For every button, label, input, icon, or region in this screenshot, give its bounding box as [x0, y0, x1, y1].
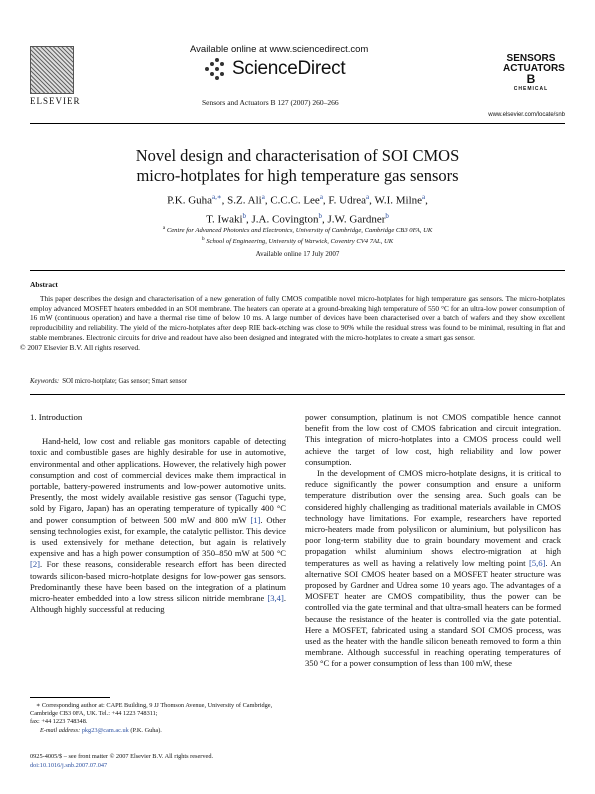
title-line-2: micro-hotplates for high temperature gas sensors [136, 166, 459, 185]
author-name: W.I. Milne [374, 194, 423, 207]
author-name: T. Iwaki [206, 213, 243, 226]
affiliations [30, 224, 565, 246]
paper-title [30, 146, 565, 186]
email-label: E-mail address: [40, 726, 81, 734]
footnote-rule [30, 697, 110, 698]
journal-logo-line2: ACTUATORS [503, 63, 565, 74]
keywords-text: SOI micro-hotplate; Gas sensor; Smart sensor [62, 378, 187, 385]
citation-link[interactable]: [2] [30, 559, 41, 570]
author-name: C.C.C. Lee [270, 194, 320, 207]
author-name: S.Z. Ali [227, 194, 262, 207]
email-link[interactable]: pkg23@cam.ac.uk [81, 726, 129, 734]
doi-link[interactable]: doi:10.1016/j.snb.2007.07.047 [30, 761, 108, 769]
section-heading: 1. Introduction [30, 412, 83, 422]
author-affil-mark[interactable]: b [242, 211, 247, 220]
journal-logo-line1: SENSORS [506, 53, 556, 64]
author-affil-mark[interactable]: a [319, 193, 323, 201]
footnote-line-2: fax: +44 1223 748348. [30, 718, 88, 726]
abstract-text: This paper describes the design and characterisation of a new generation of fully CMOS compatible novel micro-hotplates for high temperature gas sensors. The micro-hotplates employ advanced MOSFET heaters embedded in an SOI membrane. The heaters can operate at a ground-breaking high temperature of 550 °C for an ultra-low power consumption of 16 mW (continuous operation) and have a thermal rise time of below 10 ms. A large number of devices have been characterised over a batch of wafers and they show excellent reproducibility and reliability. The yield of the micro-hotplates after deep RIE back-etching was close to 90% while the residual stress was found to be minimal, resulting in flat and stable membranes. Electronic circuits for drive and readout have also been designed and integrated with the micro-hotplates to create a smart gas sensor. [30, 294, 565, 342]
journal-logo-line3: B [526, 72, 536, 86]
abstract-heading: Abstract [30, 280, 58, 289]
author-affil-mark[interactable]: a,∗ [212, 193, 222, 201]
author-line-1: P.K. Guha$^{a,∗}$, S.Z. Ali$^a$, C.C.C. Lee$^a$, F. Udrea$^a$, W.I. Milne$^a$, [167, 193, 428, 207]
intro-paragraph: Hand-held, low cost and reliable gas monitors capable of detecting toxic and combustible gases are highly desirable for use in automotive, environmental and other applications. However, the relatively high power consumption and cost of commercial devices make them impractical in portable, battery-powered instruments and low-power automotive units. Presently, the most widely available resistive gas sensor (Taguchi type, sold by Figaro, Japan) has an operating temperature of typically 400 °C and power consumption of between 500 mW and 800 mW [1]. Other sensing technologies exist, for example, the catalytic pellistor. This device is used extensively for methane detection, but again is relatively expensive and has a high power consumption of 350–850 mW at 500 °C [2]. For these reasons, considerable research effort has been directed towards silicon-based micro-hotplate designs for low-power gas sensors. Predominantly these have been based on the integration of a platinum micro-heater embedded into a low stress silicon nitride membrane [3,4]. Although highly successful at reducing [30, 436, 286, 615]
author-affil-mark[interactable]: a [366, 193, 370, 201]
keywords [30, 378, 187, 385]
author-affil-mark[interactable]: b [385, 211, 389, 220]
journal-header [30, 40, 565, 120]
available-date: Available online 17 July 2007 [255, 250, 340, 258]
abstract-bottom-rule [30, 394, 565, 395]
abstract-copyright: © 2007 Elsevier B.V. All rights reserved. [20, 342, 140, 352]
front-matter [30, 753, 213, 770]
corresponding-author-footnote [30, 702, 286, 735]
footnote-email: E-mail address: pkg23@cam.ac.uk (P.K. Guha). [40, 726, 162, 734]
publisher-name: ELSEVIER [30, 96, 81, 106]
author-name: J.A. Covington [251, 213, 319, 226]
abstract-top-rule [30, 270, 565, 271]
front-matter-line: 0925-4005/$ – see front matter © 2007 Elsevier B.V. All rights reserved. [30, 753, 214, 760]
body-right-column [305, 412, 561, 670]
title-line-1: Novel design and characterisation of SOI CMOS [135, 146, 460, 165]
sciencedirect-dots-icon [205, 58, 227, 80]
author-line-2: T. Iwaki$^b$, J.A. Covington$^b$, J.W. Gardner$^b$ [206, 211, 389, 226]
author-affil-mark[interactable]: a [261, 193, 265, 201]
citation-link[interactable]: [3,4] [267, 593, 284, 604]
citation-link[interactable]: [5,6] [528, 557, 546, 568]
affiliation: $^a$ Centre for Advanced Photonics and Electronics, University of Cambridge, Cambridge CB3 0FA, UK [162, 225, 433, 235]
abstract-body [20, 294, 565, 352]
author-name: J.W. Gardner [327, 213, 386, 226]
affiliation: $^b$ School of Engineering, University of Warwick, Coventry CV4 7AL, UK [201, 236, 394, 246]
footnote-line-1: ∗ Corresponding author at: CAPE Building, 9 JJ Thomson Avenue, University of Cambridge, Cambridge CB3 0FA, UK. Tel.: +44 1223 748311; [30, 702, 273, 718]
header-rule [30, 123, 565, 124]
journal-logo-line4: CHEMICAL [513, 86, 549, 92]
author-name: F. Udrea [328, 194, 367, 207]
elsevier-tree-icon [30, 46, 74, 94]
available-online-link[interactable]: Available online at www.sciencedirect.com [190, 44, 369, 55]
intro-paragraph-cont: power consumption, platinum is not CMOS compatible hence cannot benefit from the low cost of CMOS fabrication and circuit integration. This integration of micro-hotplates into a CMOS process could well achieve the target of low cost, high reliability and low power consumption. [305, 412, 561, 467]
sciencedirect-logo [205, 58, 345, 80]
elsevier-logo [30, 46, 81, 106]
author-affil-mark[interactable]: a [422, 193, 426, 201]
body-left-column [30, 412, 286, 615]
author-affil-mark[interactable]: b [318, 211, 322, 220]
journal-citation: Sensors and Actuators B 127 (2007) 260–266 [202, 98, 339, 107]
sciencedirect-brand: ScienceDirect [232, 58, 346, 79]
keywords-label: Keywords: [30, 378, 60, 385]
journal-url-link[interactable]: www.elsevier.com/locate/snb [488, 112, 565, 118]
citation-link[interactable]: [1] [250, 514, 261, 525]
author-name: P.K. Guha [167, 194, 213, 207]
journal-logo [503, 53, 565, 94]
intro-paragraph-2: In the development of CMOS micro-hotplate designs, it is critical to reduce significantly the power consumption and ensure a uniform temperature distribution over the sensing area. Such goals can be considered highly challenging as traditional materials available in CMOS technology have limitations. For example, researchers have reported micro-heaters made from polysilicon or aluminium, but polysilicon has poor long-term stability due to grain boundary movement and crack propagation whilst aluminium shows electro-migration at high temperatures as well as having a relatively low melting point [5,6]. An alternative SOI CMOS heater based on a MOSFET heater structure was proposed by Gardner and Udrea some 10 years ago. The advantages of a MOSFET heater are CMOS compatibility, thus the power can be controlled via the gate terminal and that ultra-small heaters can be formed because the resistance of the heater is controlled via the gate potential. Here a MOSFET, fabricated using a standard SOI CMOS process, was used as the heater with the handle silicon beneath removed to form a thin membrane. Although successful in reaching operating temperatures of 350 °C for a power consumption of less than 100 mW, these [305, 468, 561, 669]
author-list [30, 190, 565, 227]
